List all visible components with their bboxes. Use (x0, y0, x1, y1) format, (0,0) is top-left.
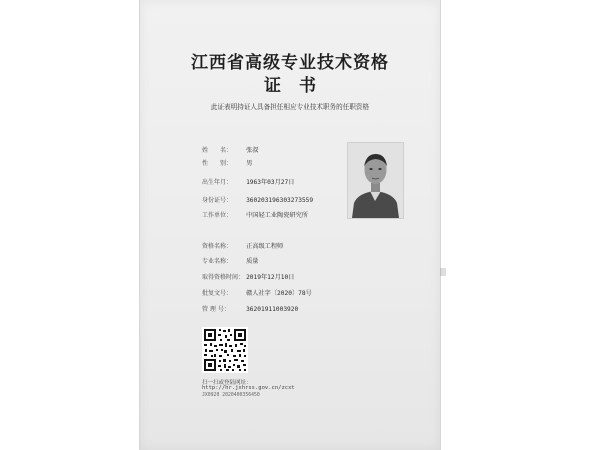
field-label: 管 理 号： (202, 306, 230, 313)
field-label: 性 别： (202, 160, 233, 167)
field-label: 专业名称： (202, 258, 233, 265)
field-value: 正高级工程师 (246, 243, 284, 250)
field-label: 资格名称： (202, 243, 233, 250)
field-value: 36201911003920 (246, 306, 299, 313)
stamp-mark (440, 268, 446, 276)
field-birth-date (202, 177, 294, 187)
verify-footer: JX0920 2020400356450 (202, 393, 260, 398)
field-label: 工作单位： (202, 212, 233, 219)
field-approval-number (202, 288, 312, 298)
field-value: 360203196303273559 (246, 197, 314, 204)
certificate-description: 此证表明持证人具备担任相应专业技术职务的任职资格 (210, 103, 370, 111)
field-label: 批复文号： (202, 290, 233, 297)
field-label: 姓 名： (202, 147, 233, 154)
field-label: 身份证号： (202, 197, 233, 204)
field-qualification (202, 241, 283, 251)
field-value: 质量 (246, 258, 259, 265)
field-employer (202, 210, 308, 220)
field-grant-date (202, 272, 294, 282)
qr-code-icon (202, 327, 248, 373)
field-value: 中国轻工业陶瓷研究所 (246, 212, 308, 219)
field-label: 出生年月： (202, 179, 233, 186)
certificate-title: 江西省高级专业技术资格 (191, 53, 389, 73)
field-id-number (202, 195, 313, 205)
verify-url[interactable]: http://hr.jxhrss.gov.cn/zcxt (202, 385, 295, 391)
field-value: 男 (246, 160, 253, 167)
certificate-subtitle: 证书 (264, 76, 334, 96)
field-value: 赣人社字〔2020〕78号 (246, 290, 312, 297)
field-specialty (202, 256, 258, 266)
field-name (202, 145, 258, 155)
field-management-number (202, 304, 298, 314)
field-value: 2019年12月10日 (246, 274, 295, 281)
field-gender (202, 158, 252, 168)
verify-prompt: 扫一扫或登陆网址： (202, 380, 252, 386)
field-value: 1963年03月27日 (246, 179, 295, 186)
certificate-page (139, 0, 441, 450)
field-label: 取得资格时间： (202, 274, 245, 281)
field-value: 张叔 (246, 147, 259, 154)
person-photo-icon (347, 142, 404, 219)
